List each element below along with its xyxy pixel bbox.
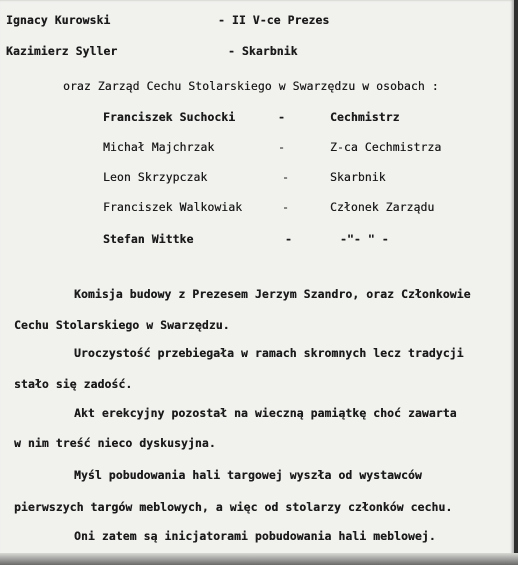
page-edge-right <box>514 0 518 565</box>
board-name: Franciszek Walkowiak <box>103 200 243 214</box>
officer-role: - Skarbnik <box>228 44 298 58</box>
board-dash: - <box>278 140 285 154</box>
board-role: Z-ca Cechmistrza <box>330 140 442 154</box>
paragraph-line: pierwszych targów meblowych, a więc od stolarzy członków cechu. <box>14 500 453 514</box>
paragraph-line: Myśl pobudowania hali targowej wyszła od wystawców <box>74 468 422 482</box>
board-role: -"- " - <box>340 232 389 246</box>
board-dash: - <box>282 170 289 184</box>
paragraph-line: Oni zatem są inicjatorami pobudowania hali meblowej. <box>74 529 436 543</box>
page-edge-bottom <box>0 553 518 565</box>
paragraph-line: Uroczystość przebiegała w ramach skromnych lecz tradycji <box>74 346 464 360</box>
board-role: Członek Zarządu <box>330 200 435 214</box>
paragraph-line: Cechu Stolarskiego w Swarzędzu. <box>14 318 230 332</box>
intro-line: oraz Zarząd Cechu Stolarskiego w Swarzędzu w osobach : <box>63 79 439 93</box>
board-role: Cechmistrz <box>330 110 400 124</box>
board-dash: - <box>282 200 289 214</box>
board-role: Skarbnik <box>330 170 386 184</box>
board-name: Stefan Wittke <box>103 232 194 246</box>
officer-role: - II V-ce Prezes <box>218 13 330 27</box>
paragraph-line: stało się zadość. <box>14 377 133 391</box>
board-dash: - <box>285 232 292 246</box>
board-name: Leon Skrzypczak <box>103 170 208 184</box>
board-dash: - <box>278 110 285 124</box>
paragraph-line: w nim treść nieco dyskusyjna. <box>14 436 216 450</box>
officer-name: Ignacy Kurowski <box>6 13 111 27</box>
paragraph-line: Akt erekcyjny pozostał na wieczną pamiątkę choć zawarta <box>74 406 457 420</box>
board-name: Michał Majchrzak <box>103 140 215 154</box>
board-name: Franciszek Suchocki <box>103 110 236 124</box>
officer-name: Kazimierz Syller <box>6 44 118 58</box>
paragraph-line: Komisja budowy z Prezesem Jerzym Szandro, oraz Członkowie <box>74 287 471 301</box>
